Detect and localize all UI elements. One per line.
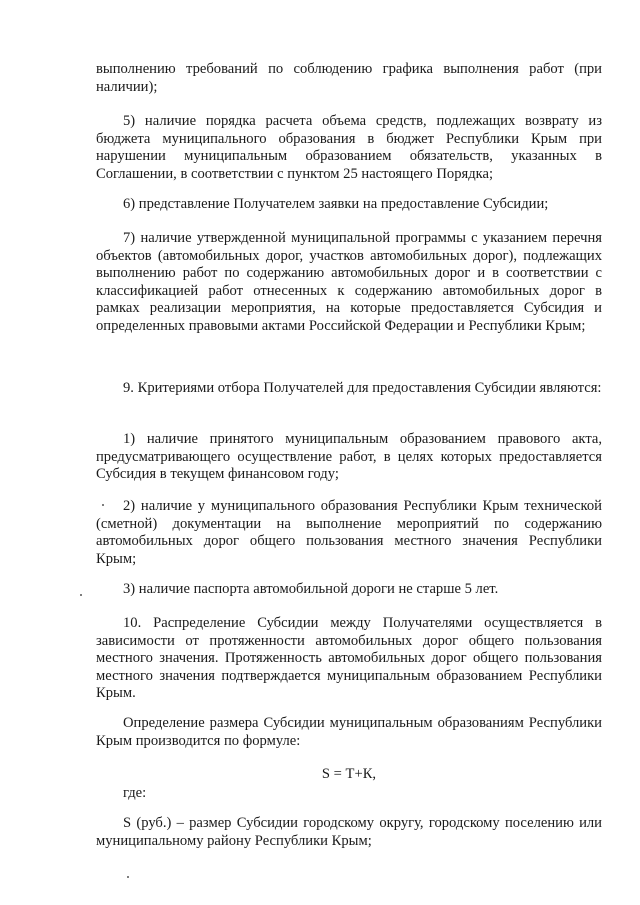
- paragraph-s-definition: S (руб.) – размер Субсидии городскому округу, городскому поселению или муниципальному району Республики Крым;: [96, 815, 602, 849]
- paragraph-criteria-9: 9. Критериями отбора Получателей для предоставления Субсидии являются:: [123, 380, 602, 396]
- scan-speck: [127, 876, 129, 878]
- paragraph-item-6: 6) представление Получателем заявки на предоставление Субсидии;: [123, 196, 549, 212]
- formula: S = Т+К,: [321, 766, 377, 782]
- paragraph-where: где:: [123, 785, 147, 801]
- paragraph-continuation: выполнению требований по соблюдению графика выполнения работ (при наличии);: [96, 61, 602, 95]
- scan-speck: [80, 594, 82, 596]
- paragraph-criteria-2: 2) наличие у муниципального образования Республики Крым технической (сметной) документации на выполнение мероприятий по содержанию автомобильных дорог общего пользования местного значения Республики Крым;: [96, 498, 602, 567]
- paragraph-criteria-1: 1) наличие принятого муниципальным образованием правового акта, предусматривающего осуществление работ, в целях которых предоставляется Субсидия в текущем финансовом году;: [96, 431, 602, 483]
- paragraph-item-5: 5) наличие порядка расчета объема средств, подлежащих возврату из бюджета муниципального образования в бюджет Республики Крым при нарушении муниципальным образованием обязательств, указанных в Соглашении, в соответствии с пунктом 25 настоящего Порядка;: [96, 113, 602, 182]
- paragraph-distribution-10: 10. Распределение Субсидии между Получателями осуществляется в зависимости от протяженности автомобильных дорог общего пользования местного значения. Протяженность автомобильных дорог общего пользования местного значения подтверждается муниципальным образованием Республики Крым.: [96, 615, 602, 702]
- scan-speck: [102, 504, 104, 506]
- paragraph-item-7: 7) наличие утвержденной муниципальной программы с указанием перечня объектов (автомобильных дорог, участков автомобильных дорог), подлежащих выполнению работ по содержанию автомобильных дорог и в соответствии с классификацией работ отнесенных к содержанию автомобильных дорог в рамках реализации мероприятия, на которые предоставляется Субсидия и определенных правовыми актами Российской Федерации и Республики Крым;: [96, 230, 602, 334]
- paragraph-criteria-3: 3) наличие паспорта автомобильной дороги не старше 5 лет.: [123, 581, 499, 597]
- paragraph-formula-intro: Определение размера Субсидии муниципальным образованиям Республики Крым производится по формуле:: [96, 715, 602, 749]
